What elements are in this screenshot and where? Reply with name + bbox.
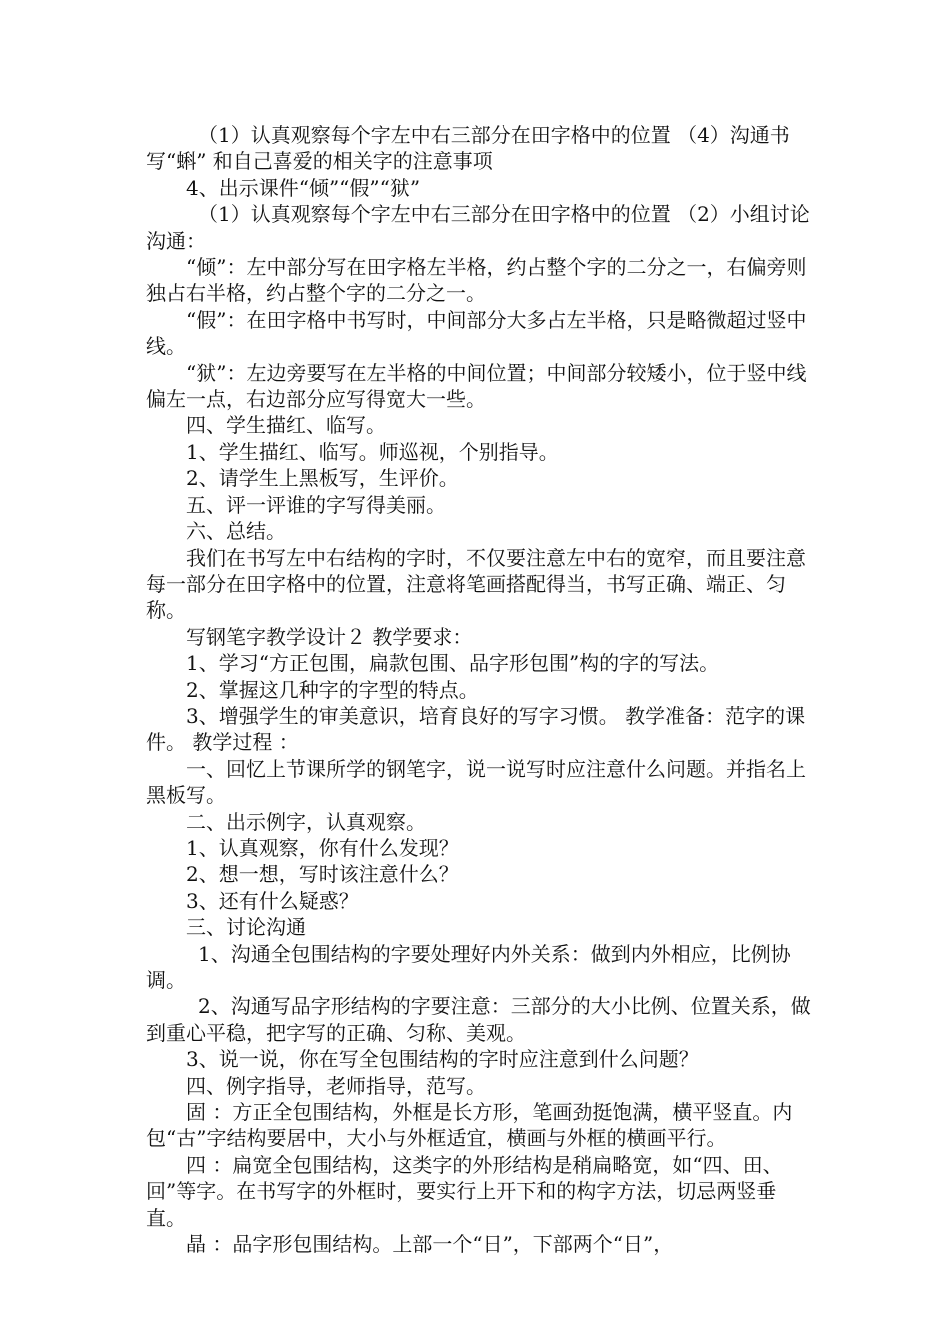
paragraph: 一、回忆上节课所学的钢笔字，说一说写时应注意什么问题。并指名上黑板写。 <box>146 756 806 808</box>
paragraph: 二、出示例字，认真观察。 <box>186 809 426 834</box>
paragraph: 写钢笔字教学设计２ 教学要求： <box>186 624 473 649</box>
paragraph: 1、沟通全包围结构的字要处理好内外关系：做到内外相应，比例协调。 <box>146 941 791 992</box>
paragraph: 固 ：方正全包围结构，外框是长方形，笔画劲挺饱满，横平竖直。内包“古”字结构要居中，大小与外框适宜，横画与外框的横画平行。 <box>146 1100 793 1151</box>
document-body <box>146 122 811 1257</box>
paragraph: 三、讨论沟通 <box>186 915 306 940</box>
paragraph: “倾”：左中部分写在田字格左半格，约占整个字的二分之一，右偏旁则独占右半格，约占整个字的二分之一。 <box>146 255 807 306</box>
paragraph: 2、请学生上黑板写，生评价。 <box>186 466 459 491</box>
paragraph: 1、学习“方正包围，扁款包围、品字形包围”构的字的写法。 <box>186 651 720 676</box>
paragraph: 四、例字指导，老师指导，范写。 <box>186 1073 486 1098</box>
paragraph: 2、沟通写品字形结构的字要注意：三部分的大小比例、位置关系，做到重心平稳，把字写的正确、匀称、美观。 <box>146 994 811 1045</box>
paragraph: （1）认真观察每个字左中右三部分在田字格中的位置 （2）小组讨论沟通： <box>146 202 810 253</box>
paragraph: 1、认真观察，你有什么发现？ <box>186 835 459 860</box>
paragraph: 1、学生描红、临写。师巡视，个别指导。 <box>186 439 559 464</box>
paragraph: 四、学生描红、临写。 <box>186 413 386 438</box>
paragraph: 4、出示课件“倾”“假”“狱” <box>186 175 421 200</box>
paragraph: （1）认真观察每个字左中右三部分在田字格中的位置 （4）沟通书写“蝌” 和自己喜爱的相关字的注意事项 <box>146 123 790 174</box>
paragraph: 2、想一想，写时该注意什么？ <box>186 862 459 887</box>
paragraph: 2、掌握这几种字的字型的特点。 <box>186 677 479 702</box>
paragraph: 六、总结。 <box>186 519 286 544</box>
paragraph: 3、还有什么疑惑？ <box>186 888 359 913</box>
paragraph: 3、增强学生的审美意识，培育良好的写字习惯。 教学准备：范字的课件。 教学过程 ： <box>146 703 806 755</box>
paragraph: “狱”：左边旁要写在左半格的中间位置；中间部分较矮小，位于竖中线偏左一点，右边部分应写得宽大一些。 <box>146 360 807 412</box>
paragraph: 五、评一评谁的字写得美丽。 <box>186 492 446 517</box>
paragraph: 3、说一说，你在写全包围结构的字时应注意到什么问题？ <box>186 1047 699 1072</box>
paragraph: 四 ：扁宽全包围结构，这类字的外形结构是稍扁略宽，如“四、田、回”等字。在书写字的外框时，要实行上开下和的构字方法，切忌两竖垂直。 <box>146 1152 783 1230</box>
paragraph: 晶 ：品字形包围结构。上部一个“日”，下部两个“日”， <box>186 1232 674 1257</box>
paragraph: 我们在书写左中右结构的字时，不仅要注意左中右的宽窄，而且要注意每一部分在田字格中的位置，注意将笔画搭配得当，书写正确、端正、匀称。 <box>146 545 806 623</box>
paragraph: “假”：在田字格中书写时，中间部分大多占左半格，只是略微超过竖中线。 <box>146 307 807 359</box>
